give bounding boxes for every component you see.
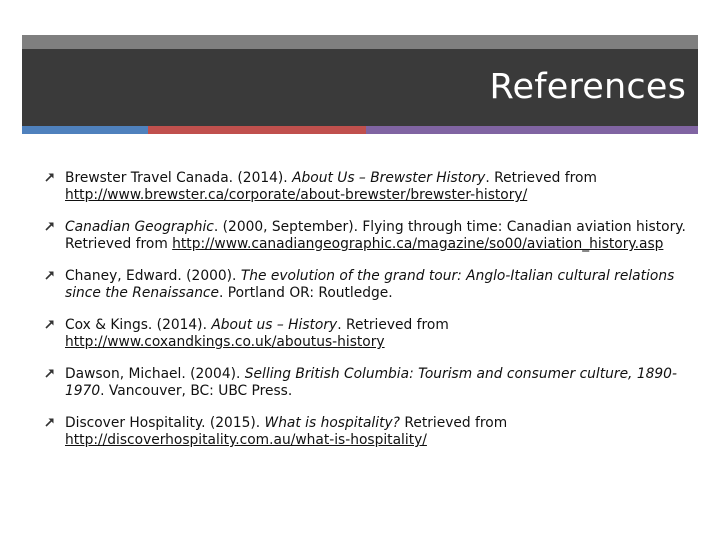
reference-title-italic: About Us – Brewster History [292,170,486,186]
arrow-bullet-icon [44,416,56,428]
reference-text: . (2000, September). Flying through time: Canadian aviation history. Retrieved from [65,219,686,252]
reference-item [44,170,694,204]
reference-title-italic: The evolution of the grand tour: Anglo-Italian cultural relations since the Renaissance [65,268,675,301]
reference-text: Dawson, Michael. (2004). [65,366,245,382]
arrow-bullet-icon [44,318,56,330]
arrow-bullet-icon [44,269,56,281]
reference-text: Brewster Travel Canada. (2014). [65,170,293,186]
top-accent-bar [22,35,698,49]
reference-item [44,366,694,400]
reference-text: . Portland OR: Routledge. [219,285,393,301]
reference-text: Retrieved from [399,415,508,431]
reference-text: . Retrieved from [485,170,597,186]
reference-link[interactable]: http://www.brewster.ca/corporate/about-brewster/brewster-history/ [65,187,528,203]
slide-title: References [489,67,686,107]
color-stripes [22,126,698,134]
arrow-bullet-icon [44,220,56,232]
reference-item [44,268,694,302]
purple-stripe [366,126,698,134]
blue-stripe [22,126,148,134]
reference-text: Cox & Kings. (2014). [65,317,212,333]
reference-title-italic: Selling British Columbia: Tourism and consumer culture, 1890-1970 [65,366,677,399]
reference-item [44,415,694,449]
reference-list [44,170,694,464]
reference-link[interactable]: http://www.coxandkings.co.uk/aboutus-history [65,334,385,350]
reference-text: . Vancouver, BC: UBC Press. [100,383,293,399]
reference-link[interactable]: http://discoverhospitality.com.au/what-is-hospitality/ [65,432,427,448]
reference-title-italic: What is hospitality? [264,415,400,431]
title-banner [22,49,698,126]
reference-item [44,317,694,351]
reference-link[interactable]: http://www.canadiangeographic.ca/magazine/so00/aviation_history.asp [172,236,664,252]
reference-item [44,219,694,253]
arrow-bullet-icon [44,171,56,183]
reference-text: Discover Hospitality. (2015). [65,415,265,431]
reference-text: Chaney, Edward. (2000). [65,268,241,284]
reference-text: . Retrieved from [337,317,449,333]
arrow-bullet-icon [44,367,56,379]
red-stripe [148,126,366,134]
reference-title-italic: Canadian Geographic [65,219,214,235]
reference-title-italic: About us – History [211,317,338,333]
